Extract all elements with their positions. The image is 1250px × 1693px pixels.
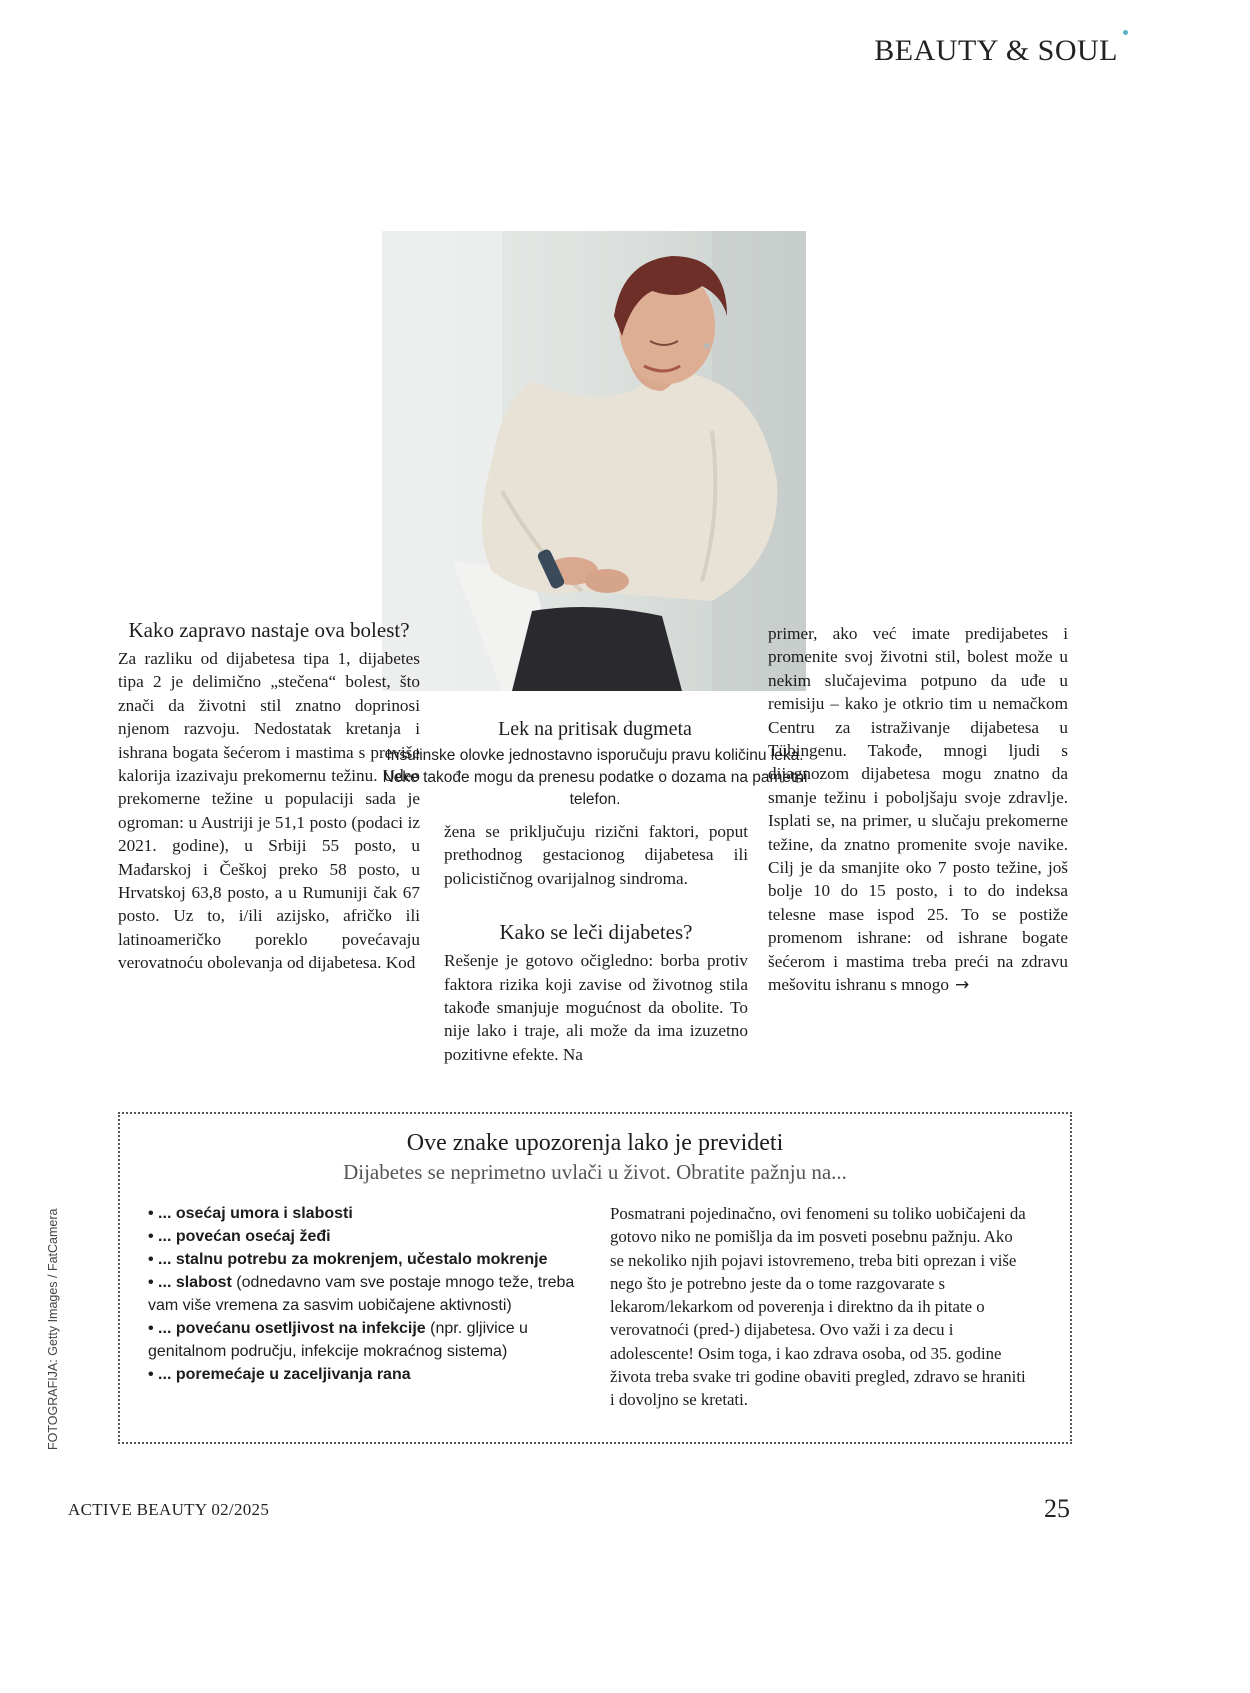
- article-photo: [382, 231, 806, 691]
- list-item: • ... osećaj umora i slabosti: [148, 1205, 353, 1222]
- article-column-3: [768, 622, 1068, 998]
- woman-injecting-insulin-illustration: [382, 231, 806, 691]
- column-1-text: Za razliku od dijabetesa tipa 1, dijabetes tipa 2 je delimično „stečena“ bolest, što znači da životni stil znatno doprinosi njenom razvoju. Nedostatak kretanja i ishrana bogata šećerom i mastima s previše kalorija izazivaju prekomernu težinu. Udeo prekomerne težine u populaciji sada je ogroman: u Austriji je 51,1 posto (podaci iz 2021. godine), u Srbiji 55 posto, u Mađarskoj i Češkoj preko 58 posto, u Hrvatskoj 63,8 posto, a u Rumuniji čak 67 posto. Uz to, i/ili azijsko, afričko ili latinoameričko poreklo povećavaju verovatnoću obolevanja od dijabetesa. Kod: [118, 649, 420, 973]
- brand-dot-icon: [1123, 30, 1128, 35]
- column-3-text: [768, 622, 1068, 998]
- column-3-body: primer, ako već imate predijabetes i promenite svoj životni stil, bolest može u nekim slučajevima potpuno da uđe u remisiju – kako je otkrio tim u nemačkom Centru za istraživanje dijabetesa u Tübingenu. Takođe, mnogi ljudi s dijagnozom dijabetesa mogu znatno da smanje težinu i poboljšaju svoje zdravlje. Isplati se, na primer, u slučaju prekomerne težine, da znatno promenite svoje navike. Cilj je da smanjite oko 7 posto težine, još bolje 10 do 15 posto, i to do indeksa telesne mase ispod 25. To se postiže promenom ishrane: od ishrane bogate šećerom i mastima treba preći na zdravu mešovitu ishranu s mnogo: [768, 624, 1068, 995]
- article-column-2: [444, 820, 748, 1066]
- article-column-1: [118, 618, 420, 975]
- section-title: [874, 34, 1118, 68]
- list-item: • ... povećanu osetljivost na infekcije (npr. gljivice u genitalnom području, infekcije mokraćnog sistema): [148, 1320, 528, 1360]
- warning-box-lead: Dijabetes se neprimetno uvlači u život. Obratite pažnju na...: [343, 1160, 847, 1184]
- column-2-text-2: Rešenje je gotovo očigledno: borba protiv faktora rizika koji zavise od životnog stila takođe smanjuje mogućnost da obolite. To nije lako i traje, ali može da ima izuzetno pozitivne efekte. Na: [444, 951, 748, 1064]
- warning-signs-box: [118, 1112, 1072, 1444]
- magazine-issue: ACTIVE BEAUTY 02/2025: [68, 1500, 270, 1519]
- warning-box-text: Posmatrani pojedinačno, ovi fenomeni su toliko uobičajeni da gotovo niko ne pomišlja da im posveti posebnu pažnju. Ako se nekoliko njih pojavi istovremeno, treba biti oprezan i više nego što je potrebno jeste da o tome razgovarate s lekarom/lekarkom od poverenja i direktno da ih pitate o verovatnoći (pred-) dijabetesa. Ovo važi i za decu i adolescente! Osim toga, i kao zdrava osoba, od 35. godine života treba svake tri godine obaviti pregled, zdravo se hraniti i dovoljno se kretati.: [610, 1204, 1026, 1410]
- photo-credit: FOTOGRAFIJA: Getty Images / FatCamera: [46, 1208, 60, 1450]
- subheading-treatment: Kako se leči dijabetes?: [499, 920, 693, 945]
- list-item: • ... poremećaje u zaceljivanja rana: [148, 1366, 411, 1383]
- caption-text: Insulinske olovke jednostavno isporučuju pravu količinu leka. Neke takođe mogu da prenesu podatke o dozama na pametni telefon.: [382, 747, 808, 808]
- list-item: • ... povećan osećaj žeđi: [148, 1228, 331, 1245]
- warning-signs-list: [148, 1202, 578, 1386]
- list-item: • ... stalnu potrebu za mokrenjem, učestalo mokrenje: [148, 1251, 548, 1268]
- page-number: 25: [1044, 1494, 1070, 1523]
- section-title-text: BEAUTY & SOUL: [874, 34, 1118, 67]
- caption-title: Lek na pritisak dugmeta: [498, 718, 692, 740]
- photo-caption: [380, 718, 810, 811]
- column-2-text: žena se priključuju rizični faktori, poput prethodnog gestacionog dijabetesa ili policističnog ovarijalnog sindroma.: [444, 822, 748, 888]
- warning-box-title: Ove znake upozorenja lako je prevideti: [406, 1130, 784, 1156]
- subheading-origin: Kako zapravo nastaje ova bolest?: [128, 618, 410, 642]
- list-item: • ... slabost (odnedavno vam sve postaje mnogo teže, treba vam više vremena za sasvim uobičajene aktivnosti): [148, 1274, 575, 1314]
- continue-arrow-icon: →: [954, 975, 970, 996]
